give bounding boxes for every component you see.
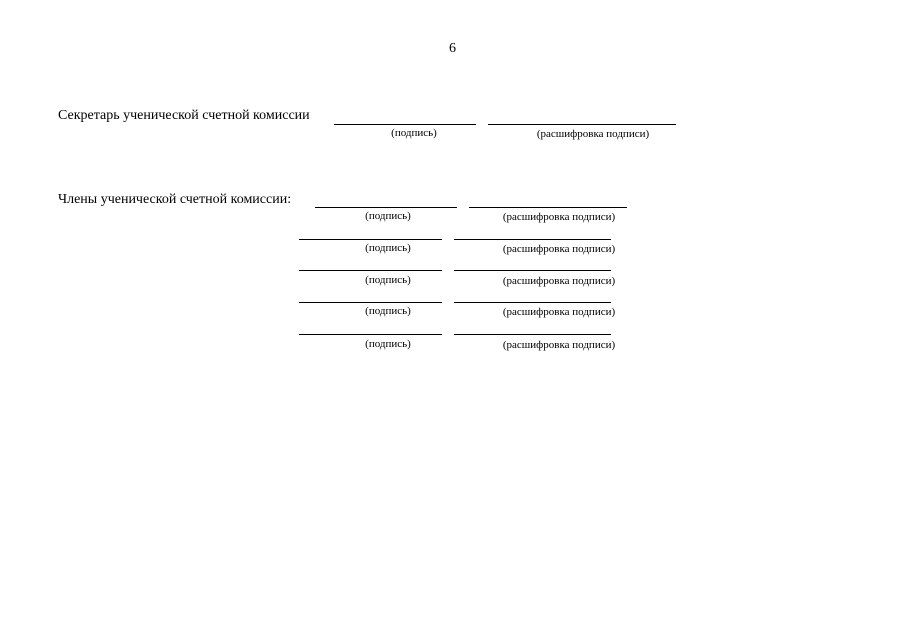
- member-2-decoding-line: [454, 239, 611, 240]
- member-4-signature-caption: (подпись): [365, 305, 411, 317]
- member-5-signature-line: [299, 334, 442, 335]
- secretary-signature-line: [334, 124, 476, 125]
- secretary-label: Секретарь ученической счетной комиссии: [58, 108, 310, 123]
- secretary-decoding-line: [488, 124, 676, 125]
- member-4-decoding-caption: (расшифровка подписи): [502, 306, 616, 318]
- member-1-signature-line: [315, 207, 457, 208]
- member-3-decoding-caption: (расшифровка подписи): [502, 275, 616, 287]
- member-2-signature-caption: (подпись): [365, 242, 411, 254]
- member-4-signature-line: [299, 302, 442, 303]
- member-3-decoding-line: [454, 270, 611, 271]
- member-2-decoding-caption: (расшифровка подписи): [502, 243, 616, 255]
- member-5-decoding-caption: (расшифровка подписи): [502, 339, 616, 351]
- member-1-decoding-caption: (расшифровка подписи): [502, 211, 616, 223]
- page-number: 6: [449, 41, 456, 56]
- member-3-signature-caption: (подпись): [365, 274, 411, 286]
- member-2-signature-line: [299, 239, 442, 240]
- member-5-signature-caption: (подпись): [365, 338, 411, 350]
- secretary-decoding-caption: (расшифровка подписи): [536, 128, 650, 140]
- member-4-decoding-line: [454, 302, 611, 303]
- secretary-signature-caption: (подпись): [391, 127, 437, 139]
- member-3-signature-line: [299, 270, 442, 271]
- member-1-signature-caption: (подпись): [365, 210, 411, 222]
- members-label: Члены ученической счетной комиссии:: [58, 192, 292, 207]
- member-5-decoding-line: [454, 334, 611, 335]
- member-1-decoding-line: [469, 207, 627, 208]
